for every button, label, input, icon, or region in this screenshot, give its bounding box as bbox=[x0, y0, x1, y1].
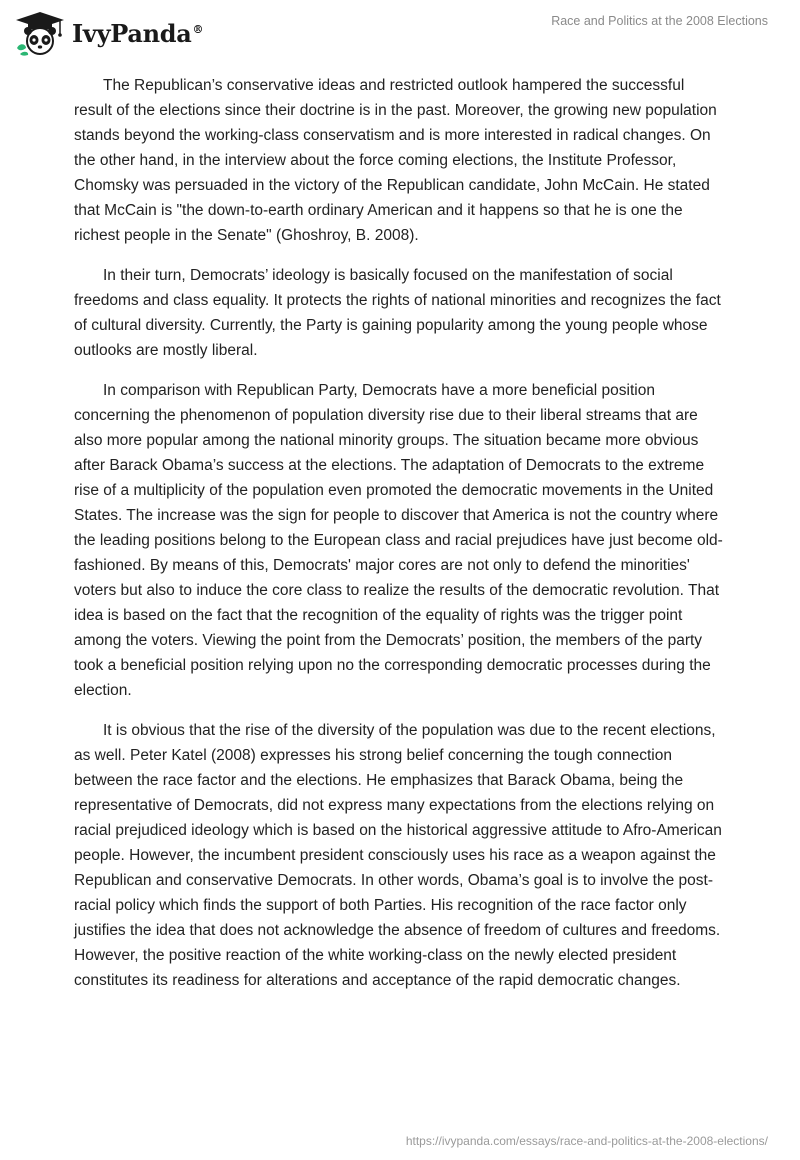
registered-mark: ® bbox=[192, 23, 204, 36]
page-header bbox=[0, 0, 800, 70]
document-title: Race and Politics at the 2008 Elections bbox=[551, 14, 768, 28]
paragraph: The Republican’s conservative ideas and restricted outlook hampered the successful result of the elections since their doctrine is in the past. Moreover, the growing new population stands beyond the working-class conservatism and is more interested in radical changes. On the other hand, in the interview about the force coming elections, the Institute Professor, Chomsky was persuaded in the victory of the Republican candidate, John McCain. He stated that McCain is "the down-to-earth ordinary American and it happens so that he is one the richest people in the Senate" (Ghoshroy, B. 2008). bbox=[74, 77, 717, 244]
source-url-link[interactable]: https://ivypanda.com/essays/race-and-politics-at-the-2008-elections/ bbox=[405, 1134, 768, 1148]
paragraph: In their turn, Democrats’ ideology is basically focused on the manifestation of social freedoms and class equality. It protects the rights of national minorities and recognizes the fact of cultural diversity. Currently, the Party is gaining popularity among the young people whose outlooks are mostly liberal. bbox=[74, 267, 721, 359]
paragraph: It is obvious that the rise of the diversity of the population was due to the recent elections, as well. Peter Katel (2008) expresses his strong belief concerning the tough connection between the race factor and the elections. He emphasizes that Barack Obama, being the representative of Democrats, did not express many expectations from the elections relying on racial prejudiced ideology which is based on the historical aggressive attitude to Afro-American people. However, the incumbent president consciously uses his race as a weapon against the Republican and conservative Democrats. In other words, Obama’s goal is to involve the post-racial policy which finds the support of both Parties. His recognition of the race factor only justifies the idea that does not acknowledge the absence of freedom of cultures and freedoms. However, the positive reaction of the white working-class on the newly elected president constitutes its readiness for alterations and acceptance of the rapid democratic changes. bbox=[74, 722, 722, 989]
paragraph: In comparison with Republican Party, Democrats have a more beneficial position concerning the phenomenon of population diversity rise due to their liberal streams that are also more popular among the national minority groups. The situation became more obvious after Barack Obama’s success at the elections. The adaptation of Democrats to the extreme rise of a multiplicity of the population even promoted the democratic movements in the United States. The increase was the sign for people to discover that America is not the country where the leading positions belong to the European class and racial prejudices have just become old-fashioned. By means of this, Democrats' major cores are not only to defend the minorities' voters but also to induce the core class to realize the results of the democratic revolution. That idea is based on the fact that the recognition of the equality of rights was the trigger point among the voters. Viewing the point from the Democrats’ position, the members of the party took a beneficial position relying upon no the corresponding democratic processes during the election. bbox=[74, 382, 723, 699]
essay-body bbox=[74, 73, 726, 1008]
brand-name: IvyPanda® bbox=[72, 19, 204, 48]
ivypanda-logo[interactable] bbox=[14, 10, 203, 56]
panda-graduate-icon bbox=[14, 10, 66, 56]
